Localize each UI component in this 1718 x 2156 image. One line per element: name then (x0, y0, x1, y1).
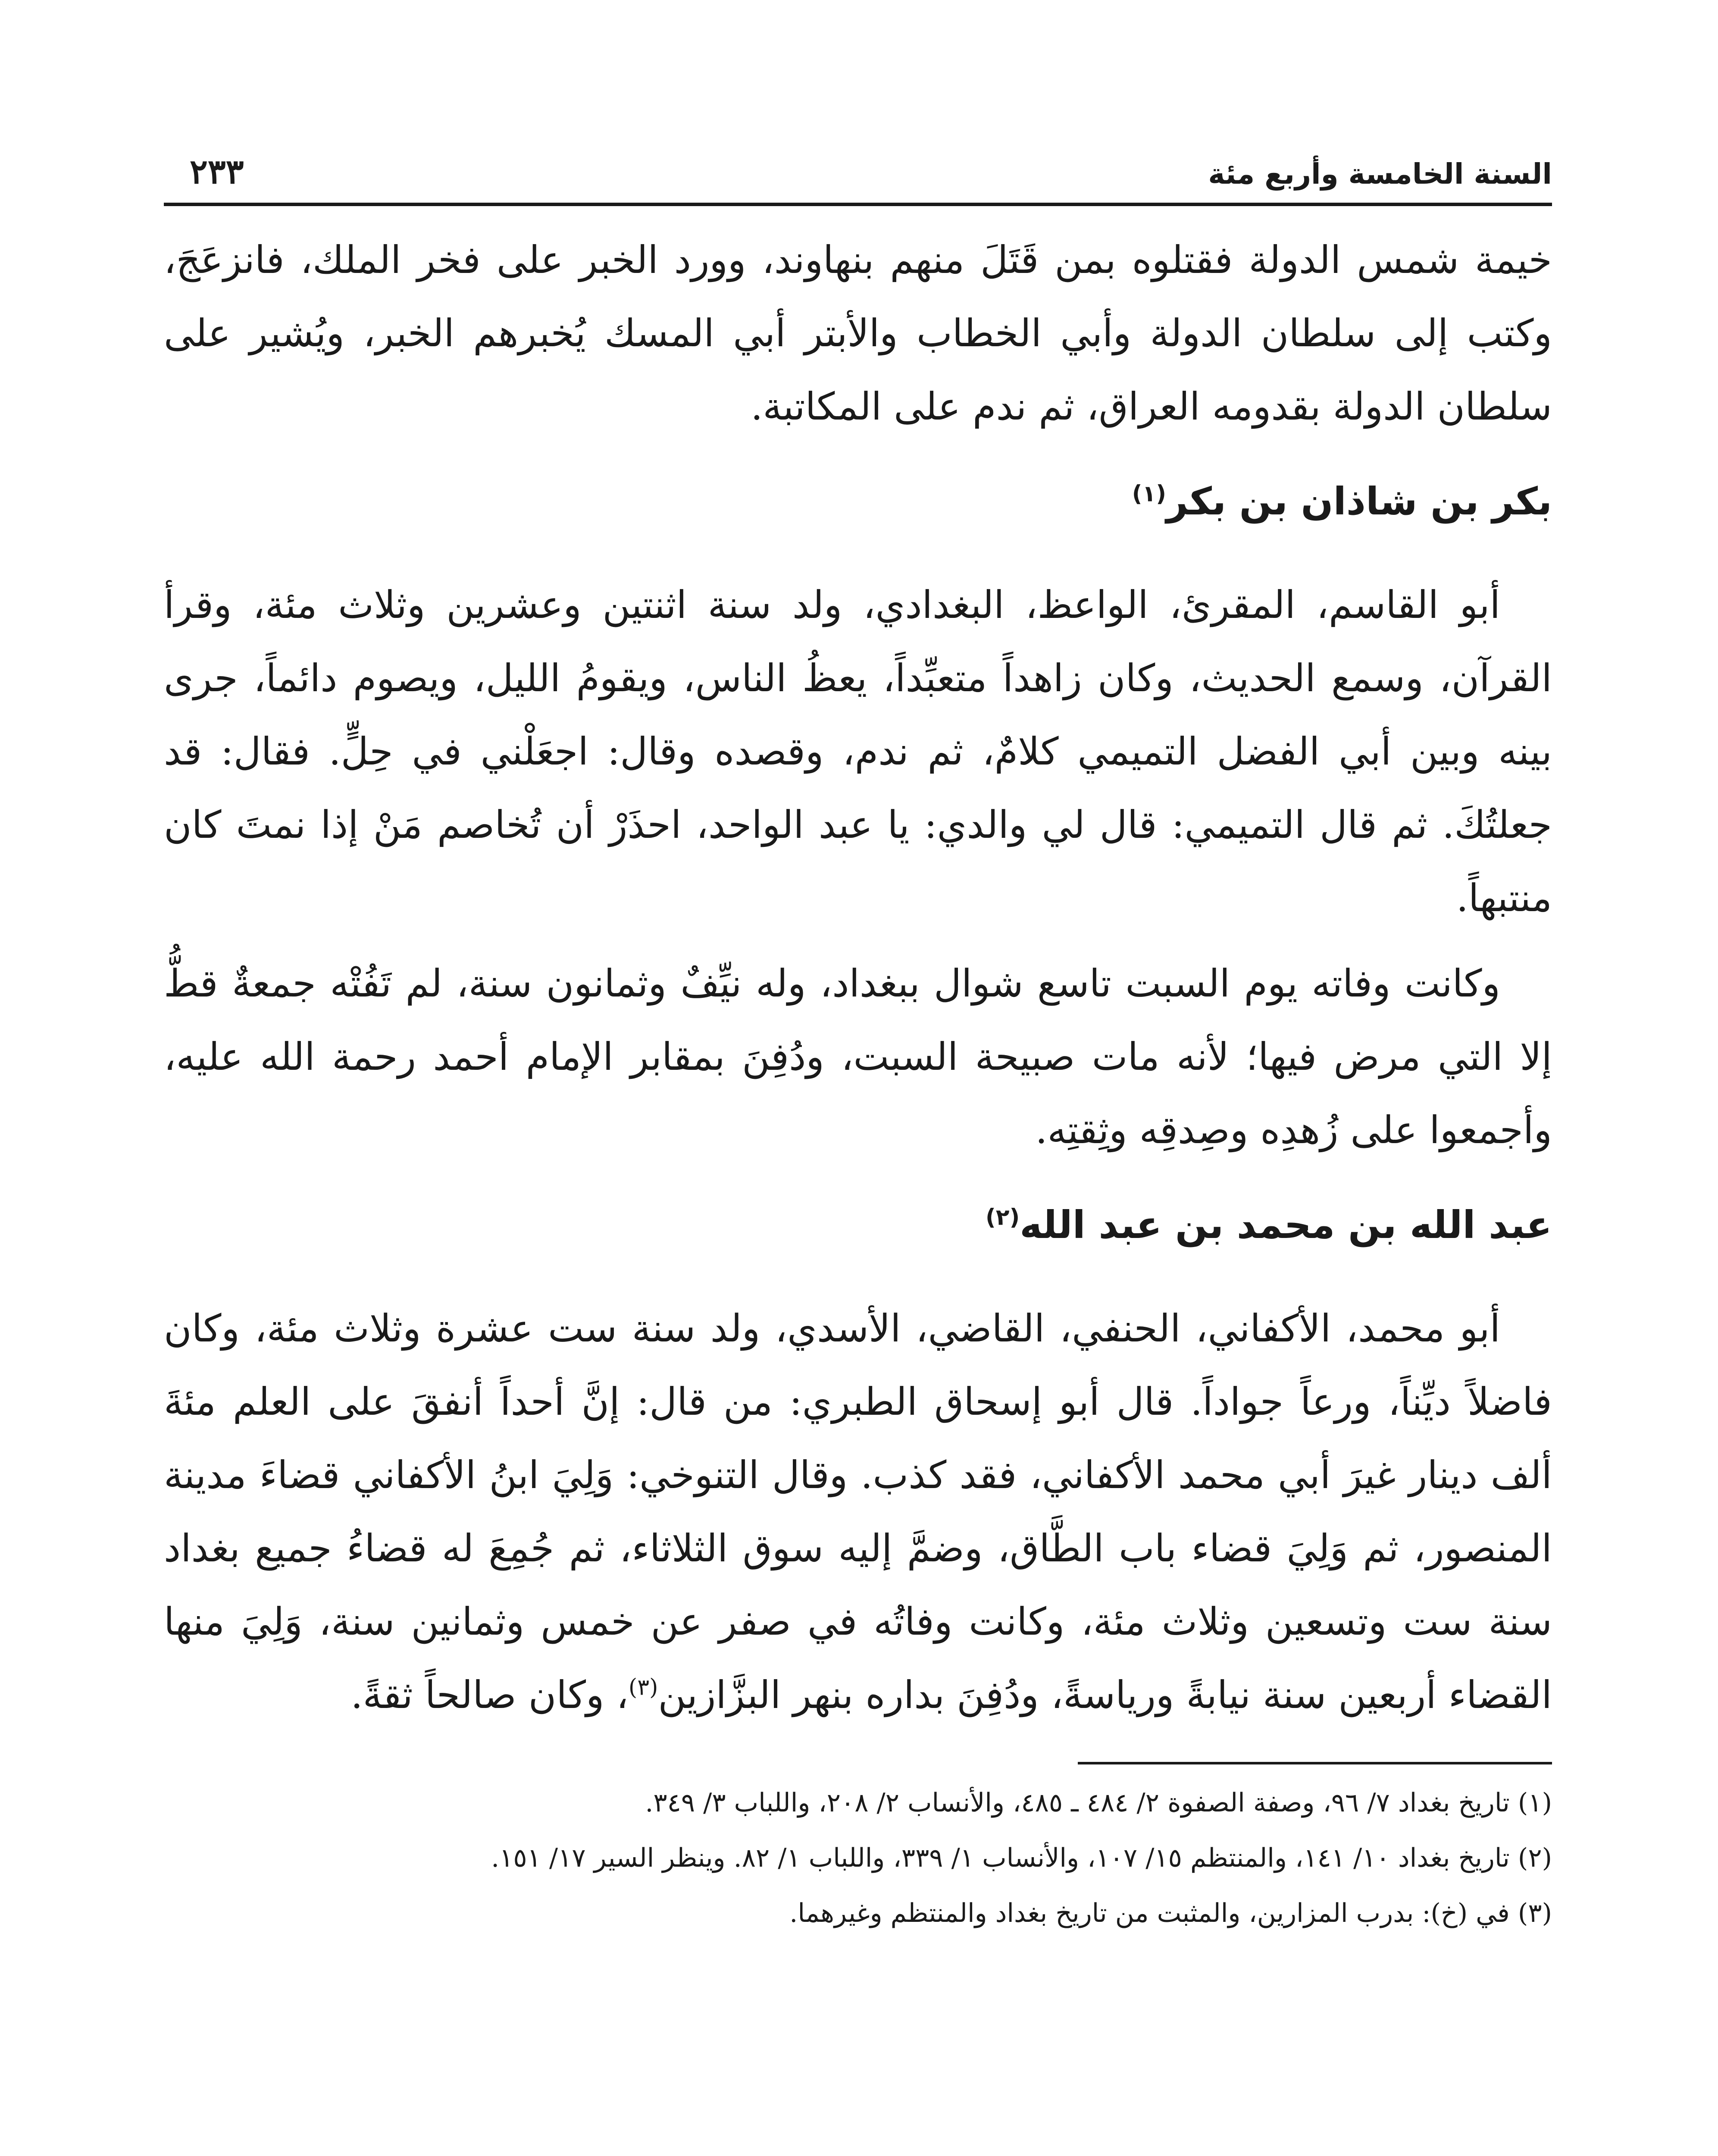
paragraph-bakr-bio: أبو القاسم، المقرئ، الواعظ، البغدادي، ولد سنة اثنتين وعشرين وثلاث مئة، وقرأ القرآن، وسمع الحديث، وكان زاهداً متعبِّداً، يعظُ الناس، ويقومُ الليل، ويصوم دائماً، جرى بينه وبين أبي الفضل التميمي كلامٌ، ثم ندم، وقصده وقال: اجعَلْني في حِلٍّ. فقال: قد جعلتُكَ. ثم قال التميمي: قال لي والدي: يا عبد الواحد، احذَرْ أن تُخاصم مَنْ إذا نمتَ كان منتبهاً. (164, 583, 1552, 920)
footnote-1: (١) تاريخ بغداد ٧/ ٩٦، وصفة الصفوة ٢/ ٤٨٤ ـ ٤٨٥، والأنساب ٢/ ٢٠٨، واللباب ٣/ ٣٤٩. (645, 1788, 1552, 1818)
footnote-3: (٣) في (خ): بدرب المزارين، والمثبت من تاريخ بغداد والمنتظم وغيرهما. (789, 1898, 1552, 1928)
footnote-ref-2: (٢) (985, 1204, 1020, 1231)
section-title-text: عبد الله بن محمد بن عبد الله (1020, 1203, 1552, 1247)
section-title-text: بكر بن شاذان بن بكر (1166, 479, 1552, 523)
paragraph-bakr-death: وكانت وفاته يوم السبت تاسع شوال ببغداد، وله نيِّفٌ وثمانون سنة، لم تَفُتْه جمعةٌ قطُّ إلا التي مرض فيها؛ لأنه مات صبيحة السبت، ودُفِنَ بمقابر الإمام أحمد رحمة الله عليه، وأجمعوا على زُهدِه وصِدقِه وثِقتِه. (164, 961, 1552, 1152)
paragraph-abdallah-bio (164, 1292, 1552, 1732)
running-header (164, 129, 1552, 206)
footnotes (164, 1779, 1552, 1937)
footnote-ref-3: (٣) (628, 1674, 658, 1701)
paragraph-text: أبو محمد، الأكفاني، الحنفي، القاضي، الأسدي، ولد سنة ست عشرة وثلاث مئة، وكان فاضلاً ديِّناً، ورعاً جواداً. قال أبو إسحاق الطبري: من قال: إنَّ أحداً أنفقَ على العلم مئةَ ألف دينار غيرَ أبي محمد الأكفاني، فقد كذب. وقال التنوخي: وَلِيَ ابنُ الأكفاني قضاءَ مدينة المنصور، ثم وَلِيَ قضاء باب الطَّاق، وضمَّ إليه سوق الثلاثاء، ثم جُمِعَ له قضاءُ جميع بغداد سنة ست وتسعين وثلاث مئة، وكانت وفاتُه في صفر عن خمس وثمانين سنة، وَلِيَ منها القضاء أربعين سنة نيابةً ورياسةً، ودُفِنَ بداره بنهر البزَّازين (164, 1306, 1552, 1717)
page-number: ٢٣٣ (190, 152, 244, 191)
main-text (164, 223, 1552, 1732)
footnote-ref-1: (١) (1132, 481, 1167, 507)
section-title-bakr (164, 469, 1552, 534)
footnote-2: (٢) تاريخ بغداد ١٠/ ١٤١، والمنتظم ١٥/ ١٠٧، والأنساب ١/ ٣٣٩، واللباب ١/ ٨٢. وينظر السير ١٧/ ١٥١. (491, 1843, 1552, 1873)
book-page (164, 129, 1552, 2156)
paragraph-text-end: ، وكان صالحاً ثقةً. (350, 1673, 629, 1717)
running-title: السنة الخامسة وأربع مئة (1208, 157, 1552, 191)
paragraph-continuation: خيمة شمس الدولة فقتلوه بمن قَتَلَ منهم بنهاوند، وورد الخبر على فخر الملك، فانزعَجَ، وكتب إلى سلطان الدولة وأبي الخطاب والأبتر أبي المسك يُخبرهم الخبر، ويُشير على سلطان الدولة بقدومه العراق، ثم ندم على المكاتبة. (164, 238, 1552, 429)
section-title-abdallah (164, 1193, 1552, 1257)
footnote-divider (1078, 1762, 1552, 1764)
